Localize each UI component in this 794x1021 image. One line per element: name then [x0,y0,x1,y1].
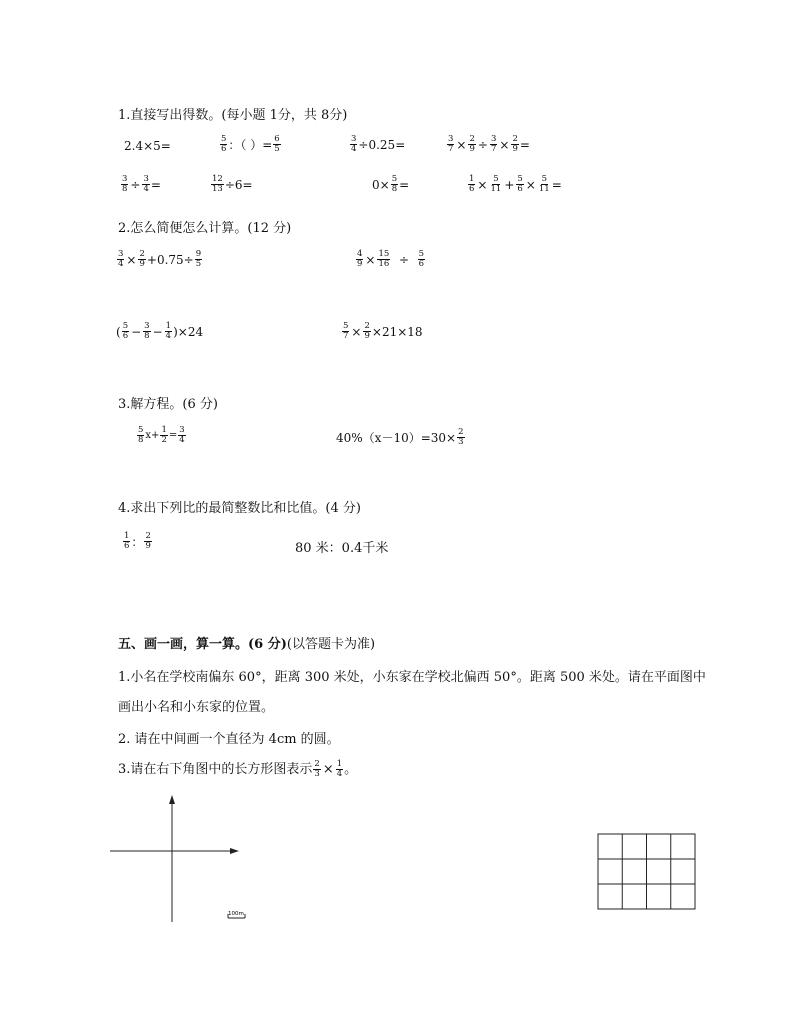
rectangle-grid [597,833,697,911]
q3-equation-2: 40%（x－10）=30× $\frac{2}{3}$ [336,427,464,447]
q4-ratio-1: 1 6 ： 2 9 [124,531,151,551]
q1-item-4: $\frac{3}{7}$ × $\frac{2}{9}$ ÷ $\frac{3}{7}$ × $\frac{2}{9}$ = [448,134,530,154]
q1-item-6: $\frac{12}{13}$ ÷6= [212,174,253,194]
q5-paragraph-2: 2. 请在中间画一个直径为 4cm 的圆。 [118,732,340,747]
q2-expr-1: $\frac{3}{4}$ × $\frac{2}{9}$ +0.75÷ $\frac{9}{5}$ [118,249,202,269]
compass-axes-diagram [100,790,260,930]
q3-heading: 3.解方程。(6 分) [118,397,218,412]
q5-heading-note: (以答题卡为准) [286,637,376,652]
q5-heading-title: 五、画一画，算一算。(6 分) [118,637,287,652]
q5-paragraph-1b: 画出小名和小东家的位置。 [118,700,275,715]
q5-paragraph-3: 3.请在右下角图中的长方形图表示 $\frac{2}{3}$ × $\frac{1}{4}$ 。 [118,759,358,779]
q2-expr-4: $\frac{5}{7}$ × $\frac{2}{9}$ ×21×18 [343,321,423,341]
q1-item-5: $\frac{3}{8}$ ÷ $\frac{3}{4}$ = [122,174,161,194]
q1-item-7: 0× $\frac{5}{8}$ = [372,174,410,194]
q4-heading: 4.求出下列比的最简整数比和比值。(4 分) [118,501,361,516]
q1-item-2: 5 6 ：（ ）= $\frac{6}{5}$ [221,134,280,154]
north-arrow-icon [169,795,175,804]
q4-ratio-2: 80 米：0.4千米 [295,541,389,556]
east-arrow-icon [230,848,239,854]
q1-item-8: $\frac{1}{6}$ × $\frac{5}{11}$ + $\frac{5}{6}$ × $\frac{5}{11}$ = [469,174,562,194]
q5-heading [118,633,375,652]
q1-item-1: 2.4×5= [124,139,171,153]
q1-item-3: $\frac{3}{4}$ ÷0.25= [351,134,406,154]
q3-equation-1: 5 8 x+ $\frac{1}{2}$ = $\frac{3}{4}$ [138,425,185,445]
q1-heading: 1.直接写出得数。(每小题 1分，共 8分) [118,108,348,123]
scale-label: 100m [228,911,244,917]
q2-heading: 2.怎么简便怎么计算。(12 分) [118,221,292,236]
q2-expr-2: $\frac{4}{9}$ × $\frac{15}{16}$ ÷ $\frac{5}{6}$ [357,249,425,269]
q5-paragraph-1a: 1.小名在学校南偏东 60°，距离 300 米处，小东家在学校北偏西 50°。距离 500 米处。请在平面图中 [118,670,706,685]
q2-expr-3: ( 5 6 − $\frac{3}{8}$ − $\frac{1}{4}$ )×24 [116,321,204,341]
